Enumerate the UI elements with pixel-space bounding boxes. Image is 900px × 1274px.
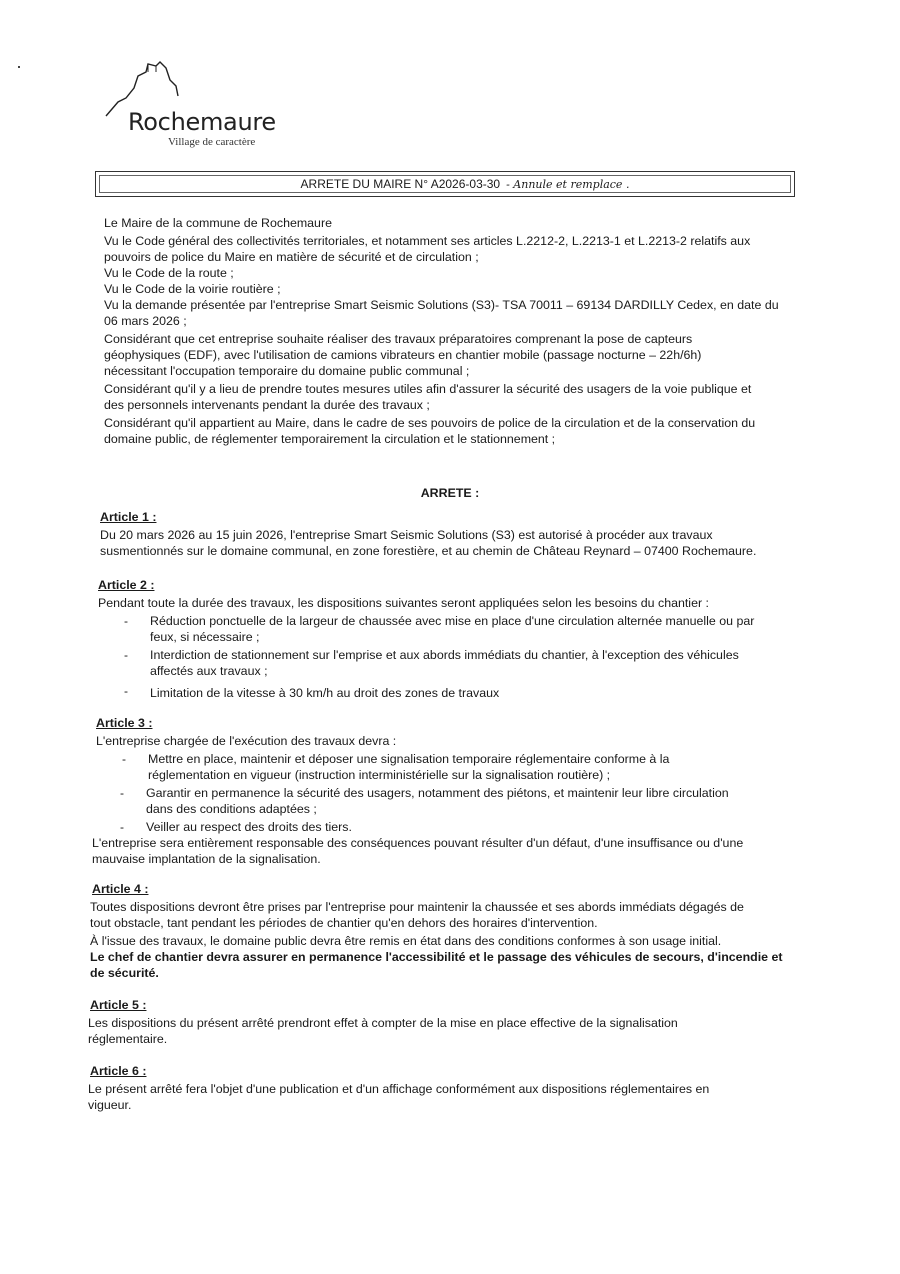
preamble-line: géophysiques (EDF), avec l'utilisation de camions vibrateurs en chantier mobile (passage nocturne – 22h/6h)	[104, 348, 702, 362]
bullet-dash: -	[120, 820, 124, 834]
preamble-line: des personnels intervenants pendant la durée des travaux ;	[104, 398, 430, 412]
article-2-bullet-line: Limitation de la vitesse à 30 km/h au droit des zones de travaux	[150, 686, 500, 700]
article-3-bullet-line: Garantir en permanence la sécurité des usagers, notamment des piétons, et maintenir leur libre circulation	[146, 786, 729, 800]
bullet-dash: -	[124, 648, 128, 662]
article-4-line: Toutes dispositions devront être prises par l'entreprise pour maintenir la chaussée et ses abords immédiats dégagés de	[90, 900, 744, 914]
article-3-intro: L'entreprise chargée de l'exécution des travaux devra :	[96, 734, 397, 748]
preamble-line: Vu le Code général des collectivités territoriales, et notamment ses articles L.2212-2, L.2213-1 et L.2213-2 relatifs aux	[104, 234, 751, 248]
article-2-bullet-line: Réduction ponctuelle de la largeur de chaussée avec mise en place d'une circulation alternée manuelle ou par	[150, 614, 755, 628]
logo-tagline: Village de caractère	[168, 136, 256, 148]
article-5-line: réglementaire.	[88, 1032, 168, 1046]
article-4-bold-line: Le chef de chantier devra assurer en permanence l'accessibilité et le passage des véhicules de secours, d'incendie et	[90, 950, 783, 964]
article-5-line: Les dispositions du présent arrêté prendront effet à compter de la mise en place effective de la signalisation	[88, 1016, 678, 1030]
decree-title-box	[95, 171, 795, 197]
article-6-heading: Article 6 :	[90, 1064, 147, 1078]
handwritten-annotation: - Annule et remplace .	[506, 178, 630, 191]
preamble-line: nécessitant l'occupation temporaire du domaine public communal ;	[104, 364, 470, 378]
article-4-heading: Article 4 :	[92, 882, 149, 896]
logo-name: Rochemaure	[128, 108, 276, 136]
article-2-bullet-line: feux, si nécessaire ;	[150, 630, 260, 644]
commune-logo	[104, 58, 304, 158]
preamble-line: Considérant que cet entreprise souhaite réaliser des travaux préparatoires comprenant la pose de capteurs	[104, 332, 693, 346]
article-2-intro: Pendant toute la durée des travaux, les dispositions suivantes seront appliquées selon les besoins du chantier :	[98, 596, 709, 610]
article-5-heading: Article 5 :	[90, 998, 147, 1012]
article-2-heading: Article 2 :	[98, 578, 155, 592]
preamble-line: Considérant qu'il y a lieu de prendre toutes mesures utiles afin d'assurer la sécurité des usagers de la voie publique et	[104, 382, 752, 396]
preamble-line: Vu la demande présentée par l'entreprise Smart Seismic Solutions (S3)- TSA 70011 – 69134 DARDILLY Cedex, en date du	[104, 298, 779, 312]
article-1-line: susmentionnés sur le domaine communal, en zone forestière, et au chemin de Château Reynard – 07400 Rochemaure.	[100, 544, 757, 558]
article-3-bullet-line: dans des conditions adaptées ;	[146, 802, 317, 816]
bullet-dash: -	[122, 752, 126, 766]
preamble-line: Vu le Code de la route ;	[104, 266, 234, 280]
article-1-line: Du 20 mars 2026 au 15 juin 2026, l'entreprise Smart Seismic Solutions (S3) est autorisé à procéder aux travaux	[100, 528, 713, 542]
article-1-heading: Article 1 :	[100, 510, 157, 524]
bullet-dash: -	[124, 684, 128, 698]
preamble-line: domaine public, de réglementer temporairement la circulation et le stationnement ;	[104, 432, 556, 446]
preamble-line: Vu le Code de la voirie routière ;	[104, 282, 281, 296]
article-3-heading: Article 3 :	[96, 716, 153, 730]
article-2-bullet-line: affectés aux travaux ;	[150, 664, 268, 678]
decree-number: ARRETE DU MAIRE N° A2026-03-30	[300, 177, 501, 191]
article-3-bullet-line: Mettre en place, maintenir et déposer une signalisation temporaire réglementaire conforme à la	[148, 752, 670, 766]
decree-title	[261, 177, 630, 191]
preamble-line: pouvoirs de police du Maire en matière de sécurité et de circulation ;	[104, 250, 479, 264]
bullet-dash: -	[120, 786, 124, 800]
article-4-bold-line: de sécurité.	[90, 966, 159, 980]
scan-speck	[18, 66, 20, 68]
arrete-heading: ARRETE :	[420, 486, 480, 500]
preamble-line: 06 mars 2026 ;	[104, 314, 187, 328]
article-6-line: vigueur.	[88, 1098, 132, 1112]
article-4-line: À l'issue des travaux, le domaine public devra être remis en état dans des conditions conformes à son usage initial.	[90, 934, 722, 948]
preamble-line: Le Maire de la commune de Rochemaure	[104, 216, 332, 230]
article-3-bullet-line: réglementation en vigueur (instruction interministérielle sur la signalisation routière) ;	[148, 768, 611, 782]
article-3-outro-line: L'entreprise sera entièrement responsable des conséquences pouvant résulter d'un défaut, d'une insuffisance ou d'une	[92, 836, 744, 850]
article-2-bullet-line: Interdiction de stationnement sur l'emprise et aux abords immédiats du chantier, à l'exception des véhicules	[150, 648, 739, 662]
article-6-line: Le présent arrêté fera l'objet d'une publication et d'un affichage conformément aux dispositions réglementaires en	[88, 1082, 710, 1096]
article-4-line: tout obstacle, tant pendant les périodes de chantier qu'en dehors des horaires d'intervention.	[90, 916, 598, 930]
bullet-dash: -	[124, 614, 128, 628]
article-3-outro-line: mauvaise implantation de la signalisation.	[92, 852, 321, 866]
article-3-bullet-line: Veiller au respect des droits des tiers.	[146, 820, 352, 834]
preamble-line: Considérant qu'il appartient au Maire, dans le cadre de ses pouvoirs de police de la circulation et de la conservation du	[104, 416, 756, 430]
